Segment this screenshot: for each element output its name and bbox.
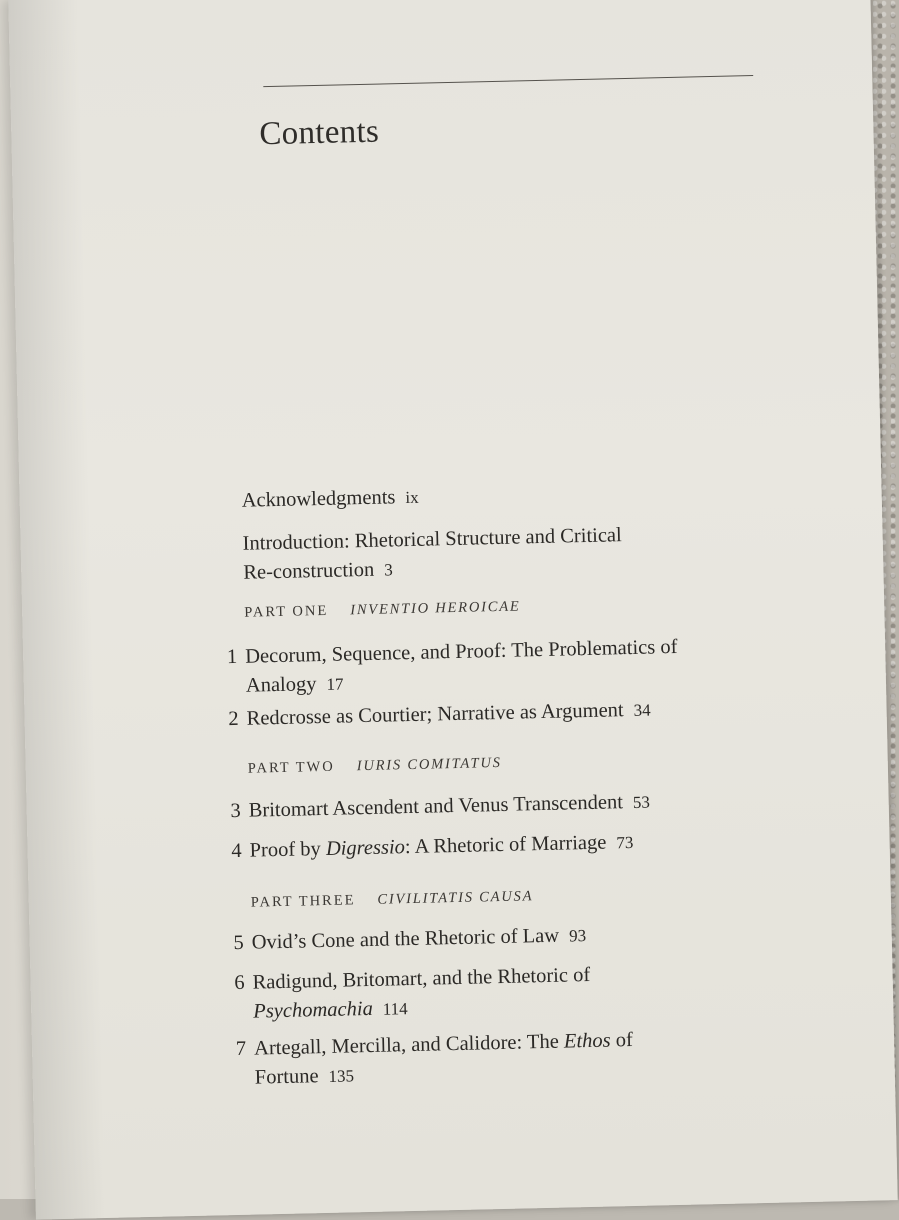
entry-title: Acknowledgments	[241, 486, 396, 512]
part-subtitle: IURIS COMITATUS	[356, 754, 502, 775]
entry-title-pre: Proof by	[249, 837, 327, 862]
toc-entry-chapter-1	[226, 633, 679, 701]
chapter-number: 1	[226, 645, 238, 669]
entry-page: ix	[405, 487, 419, 508]
toc-entry-acknowledgments	[241, 483, 419, 516]
entry-title-post: of	[610, 1029, 634, 1052]
book-page	[8, 0, 897, 1220]
entry-title-line2: Re-construction	[243, 558, 375, 584]
page-title: Contents	[258, 113, 380, 153]
entry-title-line1: Decorum, Sequence, and Proof: The Problematics of	[244, 635, 678, 668]
toc-entry-chapter-3	[230, 788, 651, 826]
entry-title: Britomart Ascendent and Venus Transcendent	[248, 791, 624, 822]
part-label: PART THREE	[250, 892, 356, 911]
entry-page: 3	[384, 560, 393, 580]
entry-page: 93	[568, 926, 587, 946]
entry-title-line2: Fortune	[254, 1065, 319, 1089]
part-subtitle: CIVILITATIS CAUSA	[377, 888, 534, 908]
chapter-number: 2	[228, 707, 239, 731]
toc-entry-introduction	[242, 521, 622, 588]
part-subtitle: INVENTIO HEROICAE	[350, 598, 521, 619]
entry-title-line1: Radigund, Britomart, and the Rhetoric of	[252, 963, 591, 994]
toc-entry-chapter-7	[235, 1026, 634, 1093]
entry-title-italic: Digressio	[325, 836, 406, 860]
chapter-number: 6	[234, 971, 245, 995]
part-heading-three	[251, 888, 534, 911]
entry-page: 53	[632, 792, 651, 812]
toc-entry-chapter-4	[231, 828, 634, 866]
chapter-number: 7	[235, 1037, 247, 1061]
entry-page: 17	[326, 674, 344, 694]
entry-title-line2: Psychomachia	[253, 997, 374, 1023]
chapter-number: 3	[230, 799, 241, 823]
part-heading-two	[248, 755, 502, 778]
part-heading-one	[244, 598, 521, 621]
chapter-number: 4	[231, 839, 242, 863]
entry-title-line2: Analogy	[245, 673, 317, 697]
entry-title-post: : A Rhetoric of Marriage	[404, 831, 607, 859]
toc-entry-chapter-5	[233, 921, 587, 958]
toc-entry-chapter-6	[234, 961, 591, 1027]
entry-page: 73	[616, 832, 634, 853]
header-rule	[263, 75, 753, 87]
entry-page: 135	[328, 1066, 355, 1086]
entry-title: Ovid’s Cone and the Rhetoric of Law	[251, 924, 560, 954]
entry-page: 34	[633, 700, 651, 720]
toc-entry-chapter-2	[228, 696, 651, 734]
chapter-number: 5	[233, 931, 244, 955]
entry-title-pre: Artegall, Mercilla, and Calidore: The	[253, 1030, 565, 1060]
entry-page: 114	[382, 999, 408, 1019]
part-label: PART TWO	[247, 758, 335, 777]
entry-title: Redcrosse as Courtier; Narrative as Argument	[246, 699, 624, 730]
part-label: PART ONE	[244, 602, 329, 621]
entry-title-italic: Ethos	[563, 1029, 611, 1053]
entry-title-line1: Introduction: Rhetorical Structure and Critical	[242, 524, 622, 555]
